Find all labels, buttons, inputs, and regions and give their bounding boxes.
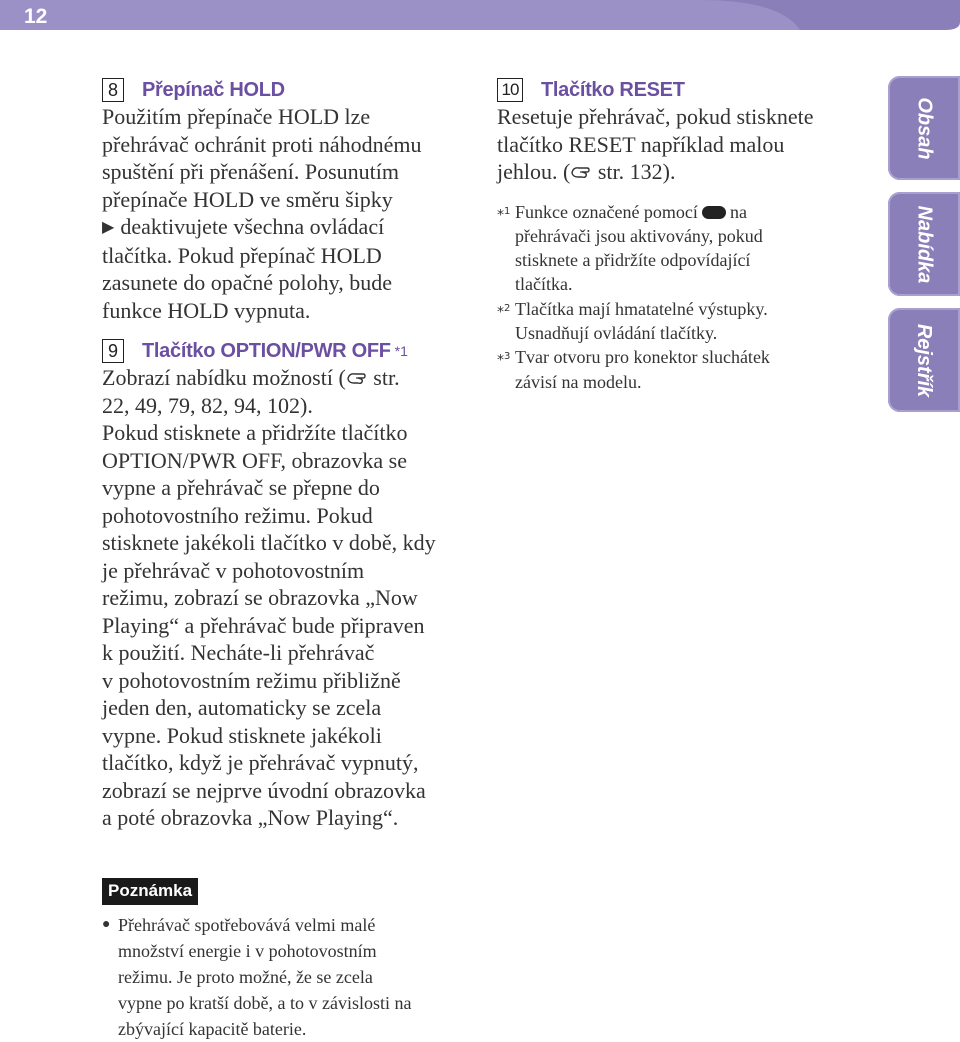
footnote-text: Tlačítka mají hmatatelné výstupky. xyxy=(515,298,768,319)
footnote-2 xyxy=(497,297,857,346)
item-9-heading xyxy=(102,339,472,363)
text-line: pohotovostního režimu. Pokud xyxy=(102,502,373,528)
footnote-text: na xyxy=(729,201,747,222)
text-line: režimu, zobrazí se obrazovka „Now xyxy=(102,585,418,610)
footnote-1 xyxy=(497,200,857,297)
page-number: 12 xyxy=(24,5,48,28)
arrow-right-icon: ▶ xyxy=(102,219,115,236)
footnote-marker: *$^3$ xyxy=(497,351,511,369)
text-line: funkce HOLD vypnuta. xyxy=(102,297,311,323)
item-9-text xyxy=(102,364,472,832)
footnote-text: přehrávači jsou aktivovány, pokud xyxy=(515,225,763,246)
item-8-text xyxy=(102,103,472,324)
tab-label-menu: Nabídka xyxy=(913,205,936,283)
text-line: Zobrazí nabídku možností ( xyxy=(102,365,346,390)
text-line: přepínače HOLD ve směru šipky xyxy=(102,186,393,212)
note-text: vypne po kratší době, a to v závislosti na xyxy=(118,993,412,1013)
tab-menu[interactable] xyxy=(888,192,960,296)
item-number-9: 9 xyxy=(102,339,124,363)
text-line: deaktivujete všechna ovládací xyxy=(120,214,385,239)
page-reference-list: 22, 49, 79, 82, 94, 102). xyxy=(102,392,313,418)
text-line: tlačítko RESET například malou xyxy=(497,131,785,157)
page-reference-icon xyxy=(570,163,592,181)
tab-label-index: Rejstřík xyxy=(913,323,936,397)
tab-contents[interactable] xyxy=(888,76,960,180)
text-line: v pohotovostním režimu přibližně xyxy=(102,667,401,693)
right-column xyxy=(497,78,857,394)
text-line: spuštění při přenášení. Posunutím xyxy=(102,159,399,184)
text-line: k použití. Necháte-li přehrávač xyxy=(102,640,375,665)
footnote-text: Usnadňují ovládání tlačítky. xyxy=(515,322,718,343)
footnote-3 xyxy=(497,345,857,394)
item-10-text xyxy=(497,103,857,186)
footnote-mark: *1 xyxy=(394,343,408,359)
item-title-option-pwr-off: Tlačítko OPTION/PWR OFF xyxy=(142,339,391,362)
item-title-reset-button: Tlačítko RESET xyxy=(541,78,685,101)
text-line: jehlou. ( xyxy=(497,159,571,184)
item-8-heading xyxy=(102,78,472,102)
note-text: režimu. Je proto možné, že se zcela xyxy=(118,967,373,987)
note-item xyxy=(102,912,482,1042)
tab-label-contents: Obsah xyxy=(913,96,936,160)
text-line: jeden den, automaticky se zcela xyxy=(102,695,382,720)
note-section xyxy=(102,878,482,1042)
text-line: str. xyxy=(367,365,400,390)
text-line: je přehrávač v pohotovostním xyxy=(102,557,365,583)
bullet-icon: ● xyxy=(102,917,111,932)
text-line: OPTION/PWR OFF, obrazovka se xyxy=(102,447,407,473)
text-line: tlačítka. Pokud přepínač HOLD xyxy=(102,242,382,268)
text-line: vypne. Pokud stisknete jakékoli xyxy=(102,722,382,748)
text-line: tlačítko, když je přehrávač vypnutý, xyxy=(102,750,419,775)
item-number-10: 10 xyxy=(497,78,523,102)
text-line: zobrazí se nejprve úvodní obrazovka xyxy=(102,777,426,803)
item-number-8: 8 xyxy=(102,78,124,102)
text-line: Playing“ a přehrávač bude připraven xyxy=(102,612,425,638)
footnote-text: závisí na modelu. xyxy=(515,371,642,392)
footnotes xyxy=(497,200,857,394)
text-line: vypne a přehrávač se přepne do xyxy=(102,475,380,500)
note-text: množství energie i v pohotovostním xyxy=(118,941,377,961)
footnote-text: Funkce označené pomocí xyxy=(515,201,698,222)
text-line: zasunete do opačné polohy, bude xyxy=(102,270,392,295)
footnote-marker: *$^1$ xyxy=(497,205,511,224)
item-title-hold-switch: Přepínač HOLD xyxy=(142,78,285,101)
text-line: Resetuje přehrávač, pokud stisknete xyxy=(497,104,814,129)
footnote-text: tlačítka. xyxy=(515,274,573,295)
item-10-heading xyxy=(497,78,857,102)
left-column xyxy=(102,78,472,832)
text-line: přehrávač ochránit proti náhodnému xyxy=(102,131,422,157)
note-label: Poznámka xyxy=(102,878,198,905)
page-header-bar xyxy=(0,0,960,32)
page-reference-icon xyxy=(346,369,368,387)
footnote-text: Tvar otvoru pro konektor sluchátek xyxy=(515,347,770,368)
text-line: str. 132). xyxy=(592,159,676,184)
tab-index[interactable] xyxy=(888,308,960,412)
footnote-marker: *$^2$ xyxy=(497,302,511,321)
header-bar-shape xyxy=(0,0,960,32)
note-text: Přehrávač spotřebovává velmi malé xyxy=(118,915,376,935)
text-line: a poté obrazovka „Now Playing“. xyxy=(102,805,399,830)
text-line: Pokud stisknete a přidržíte tlačítko xyxy=(102,420,408,445)
footnote-text: stisknete a přidržíte odpovídající xyxy=(515,250,751,271)
note-text: zbývající kapacitě baterie. xyxy=(118,1019,307,1039)
text-line: stisknete jakékoli tlačítko v době, kdy xyxy=(102,530,436,555)
tactile-dot-icon xyxy=(702,206,726,219)
text-line: Použitím přepínače HOLD lze xyxy=(102,104,371,129)
